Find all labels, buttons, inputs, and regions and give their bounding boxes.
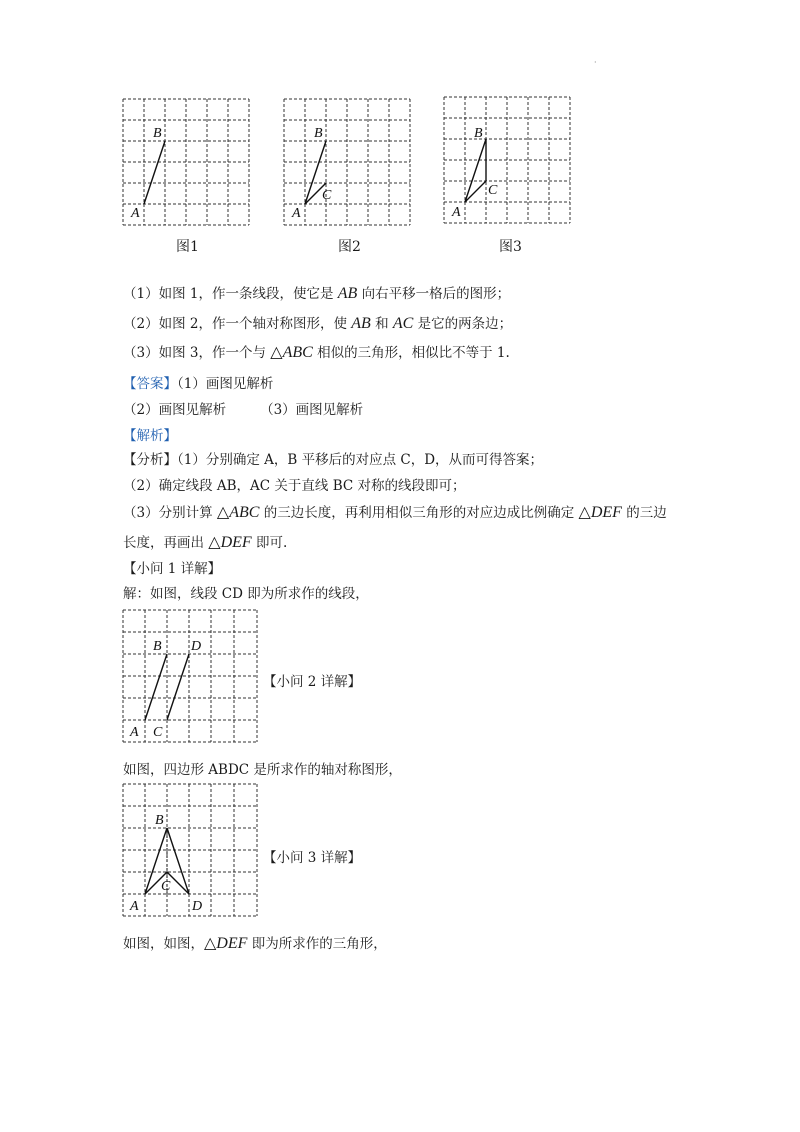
detail-1-tag: 【小问 1 详解】 <box>123 561 222 577</box>
label-a: A <box>130 899 139 914</box>
label-c: C <box>153 725 163 740</box>
figure-2-caption: 图2 <box>338 239 361 255</box>
detail-2-figure <box>120 782 260 922</box>
answer-tag: 【答案】 <box>123 376 177 392</box>
label-b: B <box>153 126 162 141</box>
analysis-line-4: 长度，再画出 △DEF 即可. <box>123 534 288 551</box>
analysis-line-2: （2）确定线段 AB，AC 关于直线 BC 对称的线段即可； <box>123 478 466 494</box>
label-d: D <box>192 899 203 914</box>
answer-line-2: （2）画图见解析 （3）画图见解析 <box>123 402 364 418</box>
detail-2-tag: 【小问 2 详解】 <box>263 674 362 690</box>
label-a: A <box>131 206 140 221</box>
segment-cd <box>167 654 189 720</box>
figure-3-grid <box>443 96 575 226</box>
label-d: D <box>191 639 202 654</box>
label-c: C <box>322 188 332 203</box>
label-c: C <box>161 879 171 894</box>
question-1: （1）如图 1，作一条线段，使它是 AB 向右平移一格后的图形； <box>123 285 511 302</box>
answer-line-1: 【答案】（1）画图见解析 <box>123 376 274 392</box>
label-a: A <box>130 725 139 740</box>
detail-3-text: 如图，如图，△DEF 即为所求作的三角形， <box>123 935 387 952</box>
detail-2-text: 如图，四边形 ABDC 是所求作的轴对称图形， <box>123 762 402 778</box>
label-b: B <box>314 126 323 141</box>
figure-1-grid <box>122 98 254 228</box>
segment-ab <box>144 141 165 204</box>
label-a: A <box>292 206 301 221</box>
detail-1-text: 解：如图，线段 CD 即为所求作的线段， <box>123 586 369 602</box>
detail-3-tag: 【小问 3 详解】 <box>263 850 362 866</box>
question-3: （3）如图 3，作一个与 △ABC 相似的三角形，相似比不等于 1. <box>123 344 510 361</box>
segment-ab <box>145 654 167 720</box>
figure-1-caption: 图1 <box>176 239 199 255</box>
label-b: B <box>155 813 164 828</box>
corner-mark: · <box>594 58 597 67</box>
label-b: B <box>474 126 483 141</box>
label-c: C <box>488 183 498 198</box>
analysis-line-1: 【分析】（1）分别确定 A，B 平移后的对应点 C，D，从而可得答案； <box>123 452 544 468</box>
label-a: A <box>452 205 461 220</box>
question-2: （2）如图 2，作一个轴对称图形，使 AB 和 AC 是它的两条边； <box>123 315 513 332</box>
detail-1-figure <box>120 608 260 748</box>
figure-3-caption: 图3 <box>499 239 522 255</box>
analysis-tag: 【解析】 <box>123 428 177 444</box>
figure-2-grid <box>283 98 415 228</box>
label-b: B <box>153 639 162 654</box>
triangle-abc <box>465 139 486 202</box>
analysis-line-3: （3）分别计算 △ABC 的三边长度，再利用相似三角形的对应边成比例确定 △DEF 的三边 <box>123 504 667 521</box>
